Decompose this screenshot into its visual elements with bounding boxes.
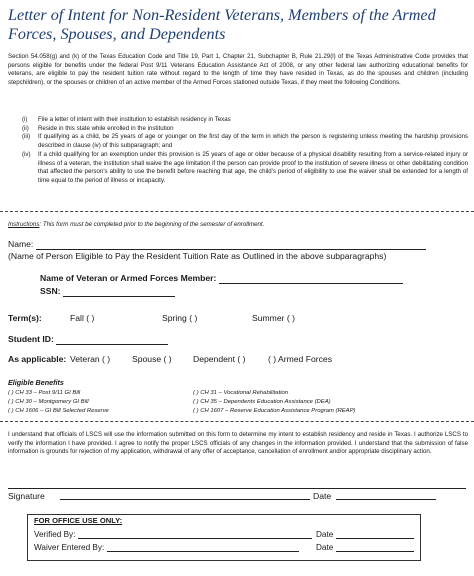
signature-date-field[interactable] [336, 499, 436, 500]
condition-number: (i) [22, 116, 28, 123]
term-fall-option[interactable]: Fall ( ) [70, 313, 95, 323]
name-label: Name: [8, 239, 34, 249]
ssn-field[interactable] [63, 288, 175, 297]
condition-text: If a child qualifying for an exemption under this provision is 25 years of age or older because of a physical disability resulting from a service-related injury or illness of a veteran, the institution shall waive the age limitation if the person can provide proof to the institution of severe illness or other debilitating condition that affected the person's ability to use the benefit before reaching that age, the child's period of eligibility to use the waiver shall be extended for a length of time equal to the period of illness or incapacity. [38, 150, 468, 184]
verified-by-label: Verified By: [34, 530, 76, 539]
verified-by-field[interactable] [78, 530, 312, 539]
conditions-list [8, 116, 468, 186]
verified-date-row [316, 530, 414, 539]
name-field[interactable] [36, 241, 426, 250]
term-spring-option[interactable]: Spring ( ) [162, 313, 198, 323]
student-id-label: Student ID: [8, 334, 54, 344]
waiver-entered-label: Waiver Entered By: [34, 543, 105, 552]
waiver-entered-field[interactable] [107, 543, 299, 552]
eligible-spouse-option[interactable]: Spouse ( ) [132, 354, 172, 364]
ssn-row [40, 286, 175, 297]
section-divider [0, 421, 474, 422]
benefit-ch1607-option[interactable]: ( ) CH 1607 – Reserve Education Assistance Program (REAP) [193, 408, 356, 414]
office-use-title: FOR OFFICE USE ONLY: [34, 516, 123, 525]
instructions-label: Instructions [8, 221, 40, 228]
waiver-date-label: Date [316, 543, 334, 552]
intro-paragraph: Section 54.058(g) and (k) of the Texas Education Code and Title 19, Part 1, Chapter 21, Subchapter B, Rule 21.29(l) of the Texas Administrative Code provides that persons eligible for benefits under the federal Post 9/11 Veterans Education Assistance Act of 2008, or any other federal law authorizing educational benefits for veterans, are eligible to pay the resident tuition rate without regard to the length of time they have resided in Texas, as do the spouses and children (including stepchildren), or the spouses or children of an active member of the Armed Forces stationed outside Texas, if they meet the following Conditions. [8, 53, 468, 87]
eligible-dependent-option[interactable]: Dependent ( ) [193, 354, 246, 364]
name-row [8, 239, 426, 250]
section-divider [0, 211, 474, 212]
condition-text: If qualifying as a child, be 25 years of age or younger on the first day of the term in which the person is registering unless meeting the hardship provisions described in clause (iv) of this subparagraph; and [38, 133, 468, 150]
condition-text: Reside in this state while enrolled in the institution [38, 124, 174, 132]
condition-number: (ii) [22, 124, 29, 132]
ssn-label: SSN: [40, 286, 61, 296]
condition-text: File a letter of intent with their institution to establish residency in Texas [38, 116, 231, 123]
veteran-name-field[interactable] [219, 275, 403, 284]
eligible-armed-forces-option[interactable]: ( ) Armed Forces [268, 354, 332, 364]
benefit-ch31-option[interactable]: ( ) CH 31 – Vocational Rehabilitation [193, 390, 289, 396]
term-summer-option[interactable]: Summer ( ) [252, 313, 295, 323]
condition-item [8, 151, 468, 186]
eligible-as-row [8, 354, 66, 365]
form-title: Letter of Intent for Non-Resident Veterans, Members of the Armed Forces, Spouses, and Dependents [8, 6, 436, 43]
signature-date-label: Date [313, 491, 332, 501]
verified-by-row [34, 530, 312, 539]
student-id-row [8, 334, 168, 345]
instructions-text: : This form must be completed prior to the beginning of the semester of enrollment. [39, 221, 265, 228]
veteran-name-label: Name of Veteran or Armed Forces Member: [40, 273, 217, 283]
benefit-ch1606-option[interactable]: ( ) CH 1606 – GI Bill Selected Reserve [8, 408, 109, 414]
condition-item [8, 125, 468, 134]
veteran-name-row [40, 273, 403, 284]
terms-label: Term(s): [8, 313, 42, 323]
benefit-ch35-option[interactable]: ( ) CH 35 – Dependents Education Assistance (DEA) [193, 399, 331, 405]
signature-label: Signature [8, 491, 45, 501]
waiver-entered-row [34, 543, 299, 552]
eligible-veteran-option[interactable]: Veteran ( ) [70, 354, 111, 364]
condition-item [8, 116, 468, 125]
eligible-as-prefix: As applicable: [8, 354, 67, 364]
verified-date-label: Date [316, 530, 334, 539]
signature-field[interactable] [60, 499, 310, 500]
benefit-ch30-option[interactable]: ( ) CH 30 – Montgomery GI Bill [8, 399, 89, 405]
signature-top-line [8, 488, 466, 489]
waiver-date-row [316, 543, 414, 552]
waiver-date-field[interactable] [336, 543, 414, 552]
verified-date-field[interactable] [336, 530, 414, 539]
instructions [8, 221, 264, 230]
condition-number: (iv) [22, 150, 31, 158]
student-id-field[interactable] [56, 336, 168, 345]
condition-item [8, 133, 468, 150]
condition-number: (iii) [22, 133, 31, 141]
eligible-benefits-title: Eligible Benefits [8, 378, 64, 387]
authorization-statement: I understand that officials of LSCS will use the information submitted on this form to determine my intent to establish residency and reside in Texas. I authorize LSCS to verify the information I have provided. I agree to notify the proper LSCS officials of any changes in the information provided. I understand that the submission of false information is grounds for rejection of my application, withdrawal of any offer of acceptance, cancellation of enrollment and/or appropriate disciplinary action. [8, 431, 468, 456]
benefit-ch33-option[interactable]: ( ) CH 33 – Post 9/11 GI Bill [8, 390, 81, 396]
name-note: (Name of Person Eligible to Pay the Resident Tuition Rate as Outlined in the above subparagraphs) [8, 251, 387, 261]
